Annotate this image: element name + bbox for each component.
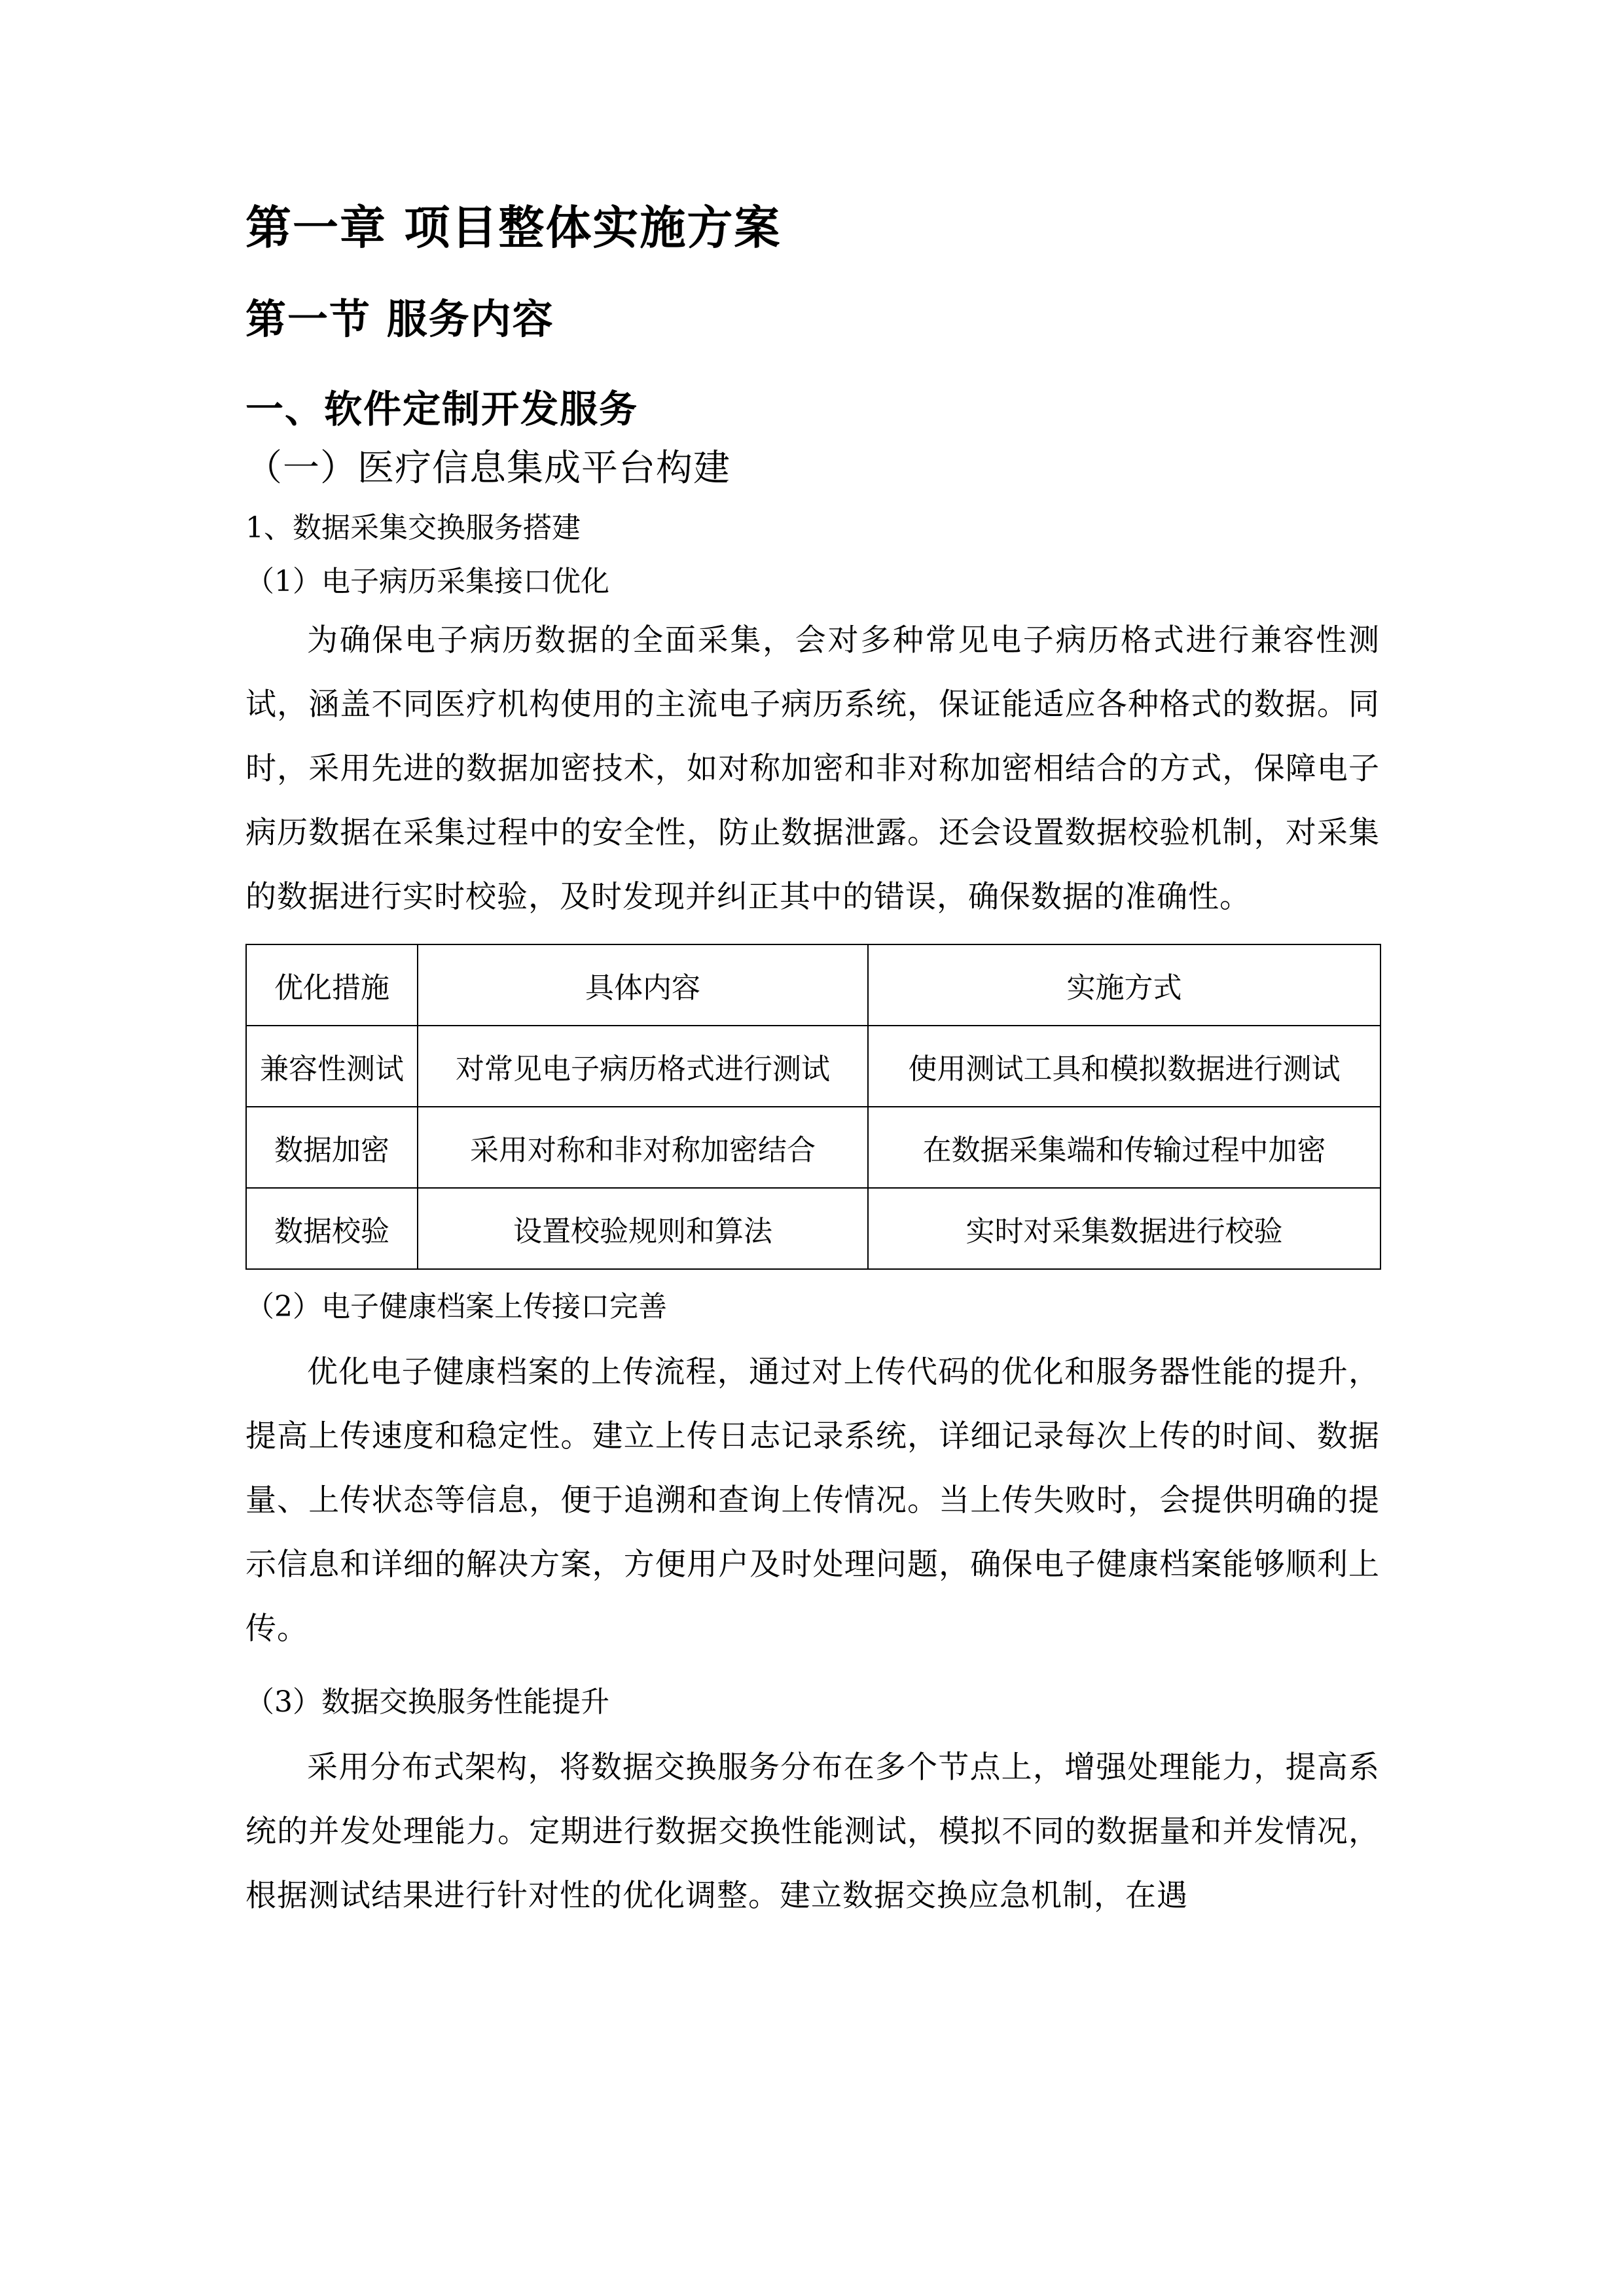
table-header-cell: 具体内容 bbox=[418, 944, 868, 1026]
table-cell: 在数据采集端和传输过程中加密 bbox=[868, 1107, 1380, 1188]
table-row bbox=[246, 1026, 1380, 1107]
table-header-row bbox=[246, 944, 1380, 1026]
table-row bbox=[246, 1107, 1380, 1188]
table-cell: 实时对采集数据进行校验 bbox=[868, 1188, 1380, 1269]
table-header-cell: 实施方式 bbox=[868, 944, 1380, 1026]
item-title: 1、数据采集交换服务搭建 bbox=[245, 511, 581, 545]
part-title: 一、软件定制开发服务 bbox=[245, 387, 639, 431]
sub3-title: （3）数据交换服务性能提升 bbox=[245, 1685, 609, 1719]
sub2-title: （2）电子健康档案上传接口完善 bbox=[245, 1290, 667, 1323]
table-cell: 数据加密 bbox=[246, 1107, 418, 1188]
table-cell: 设置校验规则和算法 bbox=[418, 1188, 868, 1269]
table-cell: 采用对称和非对称加密结合 bbox=[418, 1107, 868, 1188]
table-header-cell: 优化措施 bbox=[246, 944, 418, 1026]
sub1-title: （1）电子病历采集接口优化 bbox=[245, 565, 609, 598]
optimization-table bbox=[245, 944, 1381, 1270]
chapter-title: 第一章 项目整体实施方案 bbox=[245, 201, 782, 255]
sub2-paragraph: 优化电子健康档案的上传流程，通过对上传代码的优化和服务器性能的提升，提高上传速度和稳定性。建立上传日志记录系统，详细记录每次上传的时间、数据量、上传状态等信息，便于追溯和查询上传情况。当上传失败时，会提供明确的提示信息和详细的解决方案，方便用户及时处理问题，确保电子健康档案能够顺利上传。 bbox=[245, 1354, 1380, 1647]
subpart-title: （一）医疗信息集成平台构建 bbox=[245, 447, 731, 490]
table-cell: 数据校验 bbox=[246, 1188, 418, 1269]
table-cell: 对常见电子病历格式进行测试 bbox=[418, 1026, 868, 1107]
sub3-paragraph: 采用分布式架构，将数据交换服务分布在多个节点上，增强处理能力，提高系统的并发处理能力。定期进行数据交换性能测试，模拟不同的数据量和并发情况，根据测试结果进行针对性的优化调整。建立数据交换应急机制，在遇 bbox=[245, 1749, 1380, 1914]
document-body bbox=[245, 196, 1380, 1928]
section-title: 第一节 服务内容 bbox=[245, 295, 554, 343]
table-cell: 使用测试工具和模拟数据进行测试 bbox=[868, 1026, 1380, 1107]
sub1-paragraph: 为确保电子病历数据的全面采集，会对多种常见电子病历格式进行兼容性测试，涵盖不同医疗机构使用的主流电子病历系统，保证能适应各种格式的数据。同时，采用先进的数据加密技术，如对称加密和非对称加密相结合的方式，保障电子病历数据在采集过程中的安全性，防止数据泄露。还会设置数据校验机制，对采集的数据进行实时校验，及时发现并纠正其中的错误，确保数据的准确性。 bbox=[245, 622, 1380, 915]
table-cell: 兼容性测试 bbox=[246, 1026, 418, 1107]
table-row bbox=[246, 1188, 1380, 1269]
